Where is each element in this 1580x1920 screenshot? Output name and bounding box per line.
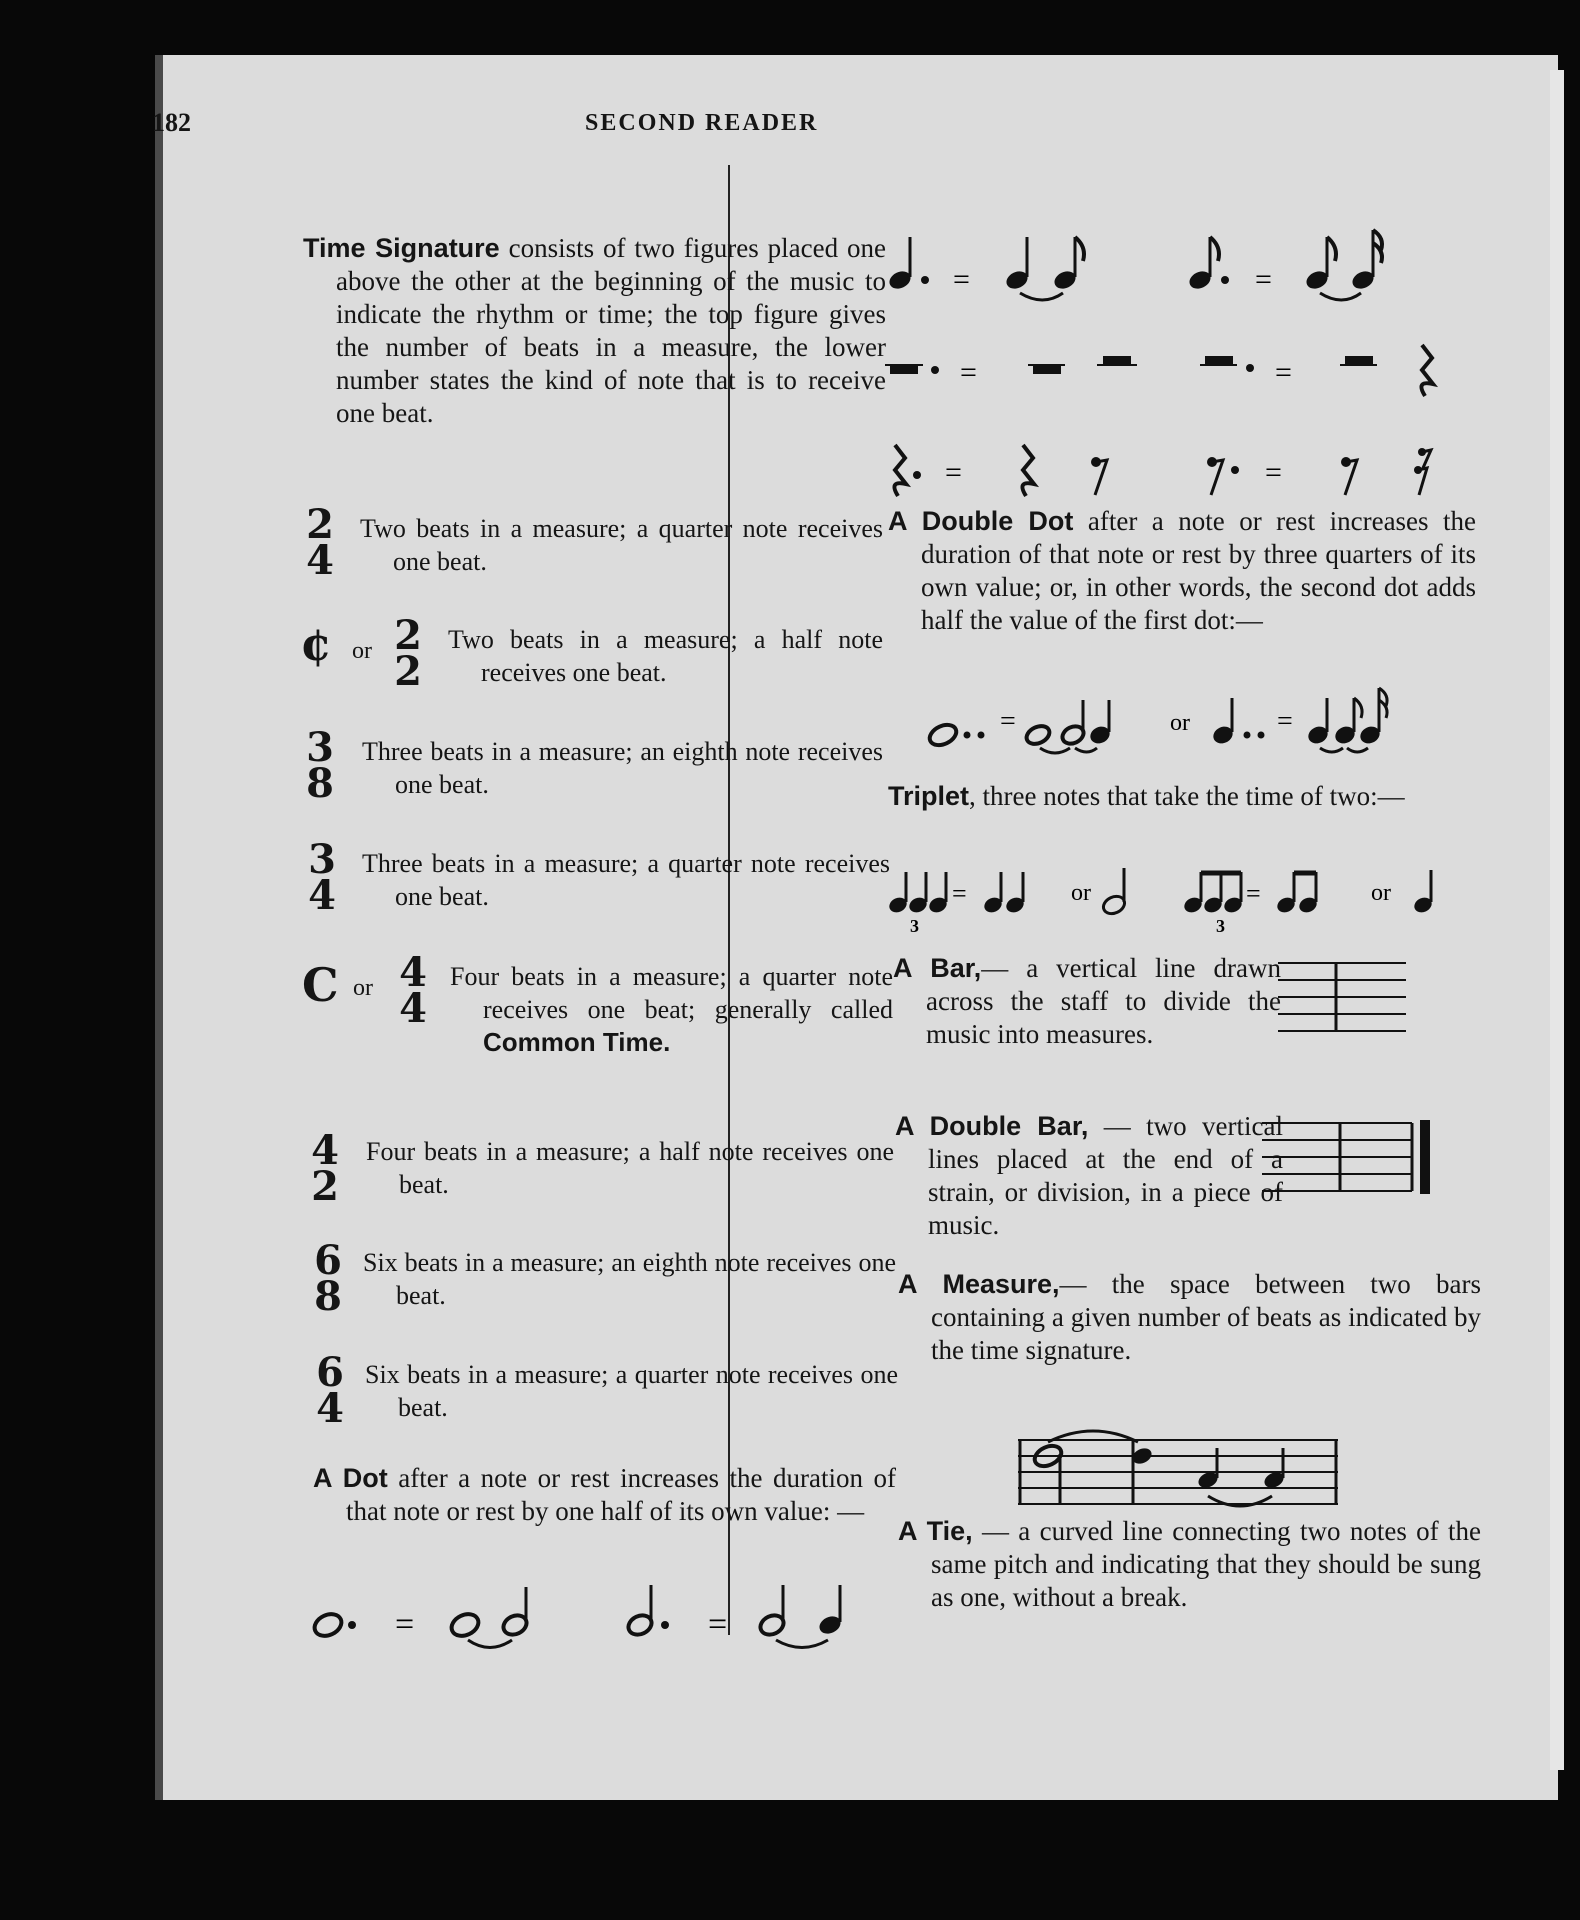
tie-staff-illustration: [1018, 1420, 1343, 1525]
triplet-number: 3: [1216, 916, 1225, 936]
or-label: or: [352, 638, 372, 664]
equals-sign: =: [945, 456, 962, 489]
equals-sign: =: [1000, 706, 1016, 737]
or-label: or: [1170, 710, 1190, 736]
dot-paragraph: [313, 1462, 896, 1528]
definition: — a vertical line drawn across the staff to divide the music into measures.: [926, 953, 1281, 1049]
time-sig-4-2: [305, 1127, 345, 1210]
time-sig-2-4: [300, 501, 340, 584]
definition: consists of two figures placed one above the other at the beginning of the music to indicate the rhythm or time; the top figure gives the number of beats in a measure, the lower number states the kind of note that is to receive one beat.: [336, 233, 886, 428]
running-title: SECOND READER: [585, 110, 819, 136]
sig-bottom: 4: [316, 1385, 344, 1432]
or-label: or: [353, 975, 373, 1001]
triplet-paragraph: [888, 780, 1481, 813]
definition: — the space between two bars containing a given number of beats as indicated by the time signature.: [931, 1269, 1481, 1365]
term: A Bar,: [893, 953, 982, 983]
definition: after a note or rest increases the duration of that note or rest by one half of its own value: —: [346, 1463, 896, 1526]
double-bar-paragraph: [895, 1110, 1283, 1242]
equals-sign: =: [1265, 456, 1282, 489]
sig-bottom: 4: [306, 537, 334, 584]
sig-top: 4: [311, 1127, 339, 1174]
term: Time Signature: [303, 233, 500, 263]
equals-sign: =: [960, 356, 977, 389]
dotted-rest-examples: [885, 340, 1455, 410]
equals-sign: =: [1277, 706, 1293, 737]
sig-description: Two beats in a measure; a quarter note receives one beat.: [360, 514, 883, 576]
sig-bottom: 4: [308, 872, 336, 919]
time-sig-6-4: [310, 1349, 350, 1432]
equals-sign: =: [1275, 356, 1292, 389]
term: A Double Bar,: [895, 1111, 1089, 1141]
term: A Double Dot: [888, 506, 1074, 536]
sig-bottom: 8: [314, 1273, 342, 1320]
or-label: or: [1071, 880, 1091, 906]
sig-bottom: 2: [394, 648, 422, 695]
page-edge: [1550, 70, 1564, 1770]
dotted-note-examples: [885, 225, 1455, 305]
time-sig-3-8: [300, 724, 340, 807]
measure-paragraph: [898, 1268, 1481, 1367]
term: Triplet: [888, 781, 970, 811]
definition: — two vertical lines placed at the end of a strain, or division, in a piece of music.: [928, 1111, 1284, 1240]
sig-top: 6: [314, 1237, 342, 1284]
sig-top: 3: [308, 836, 336, 883]
sig-top: 2: [306, 501, 334, 548]
sig-top: 6: [316, 1349, 344, 1396]
time-sig-6-8: [308, 1237, 348, 1320]
tie-paragraph: [898, 1515, 1481, 1614]
dot-notation-examples: [310, 1585, 870, 1665]
double-dot-examples: [925, 680, 1455, 760]
time-sig-2-2: [388, 612, 428, 695]
time-signature-paragraph: [303, 232, 886, 430]
sig-top: 2: [394, 612, 422, 659]
dotted-small-rest-examples: [885, 440, 1455, 510]
sig-description: Six beats in a measure; an eighth note receives one beat.: [363, 1248, 896, 1310]
sig-description: Three beats in a measure; an eighth note receives one beat.: [362, 737, 883, 799]
bar-staff-illustration: [1278, 958, 1408, 1038]
sig-description: Three beats in a measure; a quarter note receives one beat.: [362, 849, 890, 911]
sig-bottom: 8: [306, 760, 334, 807]
sig-description: Four beats in a measure; a half note receives one beat.: [366, 1137, 894, 1199]
page-number: 182: [152, 108, 191, 137]
equals-sign: =: [1246, 879, 1261, 908]
equals-sign: =: [395, 1606, 415, 1643]
sig-bottom: 4: [399, 985, 427, 1032]
definition: , three notes that take the time of two:—: [969, 781, 1405, 811]
time-sig-3-4: [302, 836, 342, 919]
sig-top: 4: [399, 949, 427, 996]
term: A Tie,: [898, 1516, 973, 1546]
term: A Dot: [313, 1463, 388, 1493]
double-dot-paragraph: [888, 505, 1476, 637]
bar-paragraph: [893, 952, 1281, 1051]
triplet-number: 3: [910, 916, 919, 936]
common-time-symbol: C: [302, 958, 339, 1012]
sig-description: Two beats in a measure; a half note receives one beat.: [448, 625, 883, 687]
equals-sign: =: [708, 1606, 728, 1643]
cut-time-symbol: ¢: [300, 617, 333, 671]
common-time-term: Common Time.: [483, 1027, 671, 1057]
sig-description: [450, 960, 893, 1059]
definition: after a note or rest increases the duration of that note or rest by three quarters of its own value; or, in other words, the second dot adds half the value of the first dot:—: [921, 506, 1477, 635]
sig-text: Four beats in a measure; a quarter note receives one beat; generally called: [450, 962, 893, 1024]
sig-description: Six beats in a measure; a quarter note receives one beat.: [365, 1360, 898, 1422]
term: A Measure,: [898, 1269, 1060, 1299]
double-bar-staff-illustration: [1262, 1118, 1437, 1198]
definition: — a curved line connecting two notes of the same pitch and indicating that they should be sung as one, without a break.: [931, 1516, 1481, 1612]
equals-sign: =: [952, 879, 967, 908]
equals-sign: =: [1255, 263, 1272, 296]
time-sig-4-4: [393, 949, 433, 1032]
equals-sign: =: [953, 263, 970, 296]
sig-bottom: 2: [311, 1163, 339, 1210]
triplet-examples: [888, 860, 1453, 940]
sig-top: 3: [306, 724, 334, 771]
or-label: or: [1371, 880, 1391, 906]
